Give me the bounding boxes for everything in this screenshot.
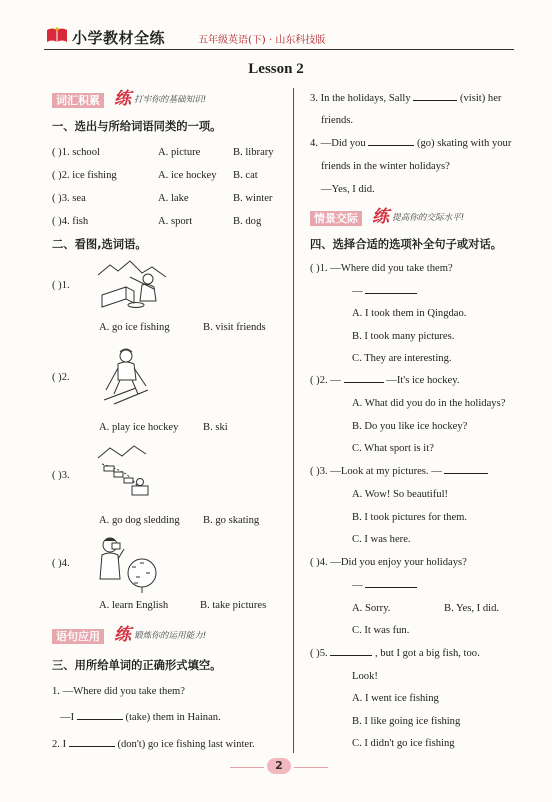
section-3-title: 三、用所给单词的正确形式填空。 [52, 659, 222, 672]
s2-q3-stem: ( )3. [52, 470, 70, 481]
s4-q5 [310, 648, 480, 661]
footer-line-left [230, 767, 264, 768]
s1-q4-a: A. sport [158, 216, 193, 227]
s4-q2 [310, 375, 460, 388]
s2-q3-a: A. go dog sledding [99, 515, 180, 526]
s3-q1-pre: —I [60, 712, 75, 723]
s3-q4 [310, 138, 511, 151]
s4-q3-blank[interactable] [444, 473, 488, 474]
s4-q4-a: A. Sorry. [352, 603, 391, 614]
s1-q2-a: A. ice hockey [158, 170, 217, 181]
s4-q1-b: B. I took many pictures. [352, 331, 455, 342]
s4-q4-b: B. Yes, I did. [444, 603, 500, 614]
grade-tag: 五年级英语(下) · 山东科技版 [198, 35, 326, 46]
s2-q4-a: A. learn English [99, 600, 169, 611]
s4-q5-post: , but I got a big fish, too. [374, 648, 480, 659]
s4-q1-reply [352, 286, 417, 299]
s2-q4-stem: ( )4. [52, 558, 70, 569]
s4-q5-cont: Look! [352, 671, 378, 682]
s3-q4-answer: —Yes, I did. [321, 184, 375, 195]
s3-q1-post: (take) them in Hainan. [125, 712, 221, 723]
s2-q1-a: A. go ice fishing [99, 322, 170, 333]
badge-char: 练 [114, 89, 131, 109]
s4-q4-blank[interactable] [365, 587, 417, 588]
s3-q4-pre: 4. —Did you [310, 138, 366, 149]
s3-q2-post: (don't) go ice fishing last winter. [117, 739, 255, 750]
s1-q3-a: A. lake [158, 193, 189, 204]
s3-q3-blank[interactable] [413, 100, 457, 101]
badge-motto: 提高你的交际水平! [392, 213, 465, 223]
brand-title: 小学教材全练 [72, 29, 166, 47]
s4-q3-a: A. Wow! So beautiful! [352, 489, 449, 500]
s1-q4-stem: ( )4. fish [52, 216, 89, 227]
s2-q2-b: B. ski [203, 422, 228, 433]
badge-char: 练 [114, 625, 131, 645]
badge-char: 练 [372, 207, 389, 227]
s1-q1-b: B. library [233, 147, 274, 158]
s4-q5-blank[interactable] [330, 655, 372, 656]
s4-q1-c: C. They are interesting. [352, 353, 452, 364]
s1-q2-stem: ( )2. ice fishing [52, 170, 117, 181]
s1-q3-b: B. winter [233, 193, 273, 204]
s2-q2-a: A. play ice hockey [99, 422, 179, 433]
s4-q2-a: A. What did you do in the holidays? [352, 398, 506, 409]
s4-q1: ( )1. —Where did you take them? [310, 263, 453, 274]
s4-q4: ( )4. —Did you enjoy your holidays? [310, 557, 467, 568]
s2-q2-stem: ( )2. [52, 372, 70, 383]
s4-q5-pre: ( )5. [310, 648, 328, 659]
s1-q2-b: B. cat [233, 170, 258, 181]
s4-q2-post: —It's ice hockey. [386, 375, 460, 386]
s1-q1-a: A. picture [158, 147, 201, 158]
s4-q3-pre: ( )3. —Look at my pictures. — [310, 466, 442, 477]
s4-q2-pre: ( )2. — [310, 375, 341, 386]
s4-q3-c: C. I was here. [352, 534, 411, 545]
s2-q3-b: B. go skating [203, 515, 260, 526]
s3-q2-pre: 2. I [52, 739, 67, 750]
s4-q1-dash: — [352, 286, 363, 297]
s1-q3-stem: ( )3. sea [52, 193, 86, 204]
s4-q5-a: A. I went ice fishing [352, 693, 439, 704]
badge-motto: 锻炼你的运用能力! [134, 631, 207, 641]
badge-motto: 打牢你的基础知识! [134, 95, 207, 105]
s3-q4-cont: friends in the winter holidays? [321, 161, 450, 172]
s4-q5-c: C. I didn't go ice fishing [352, 738, 455, 749]
s4-q2-b: B. Do you like ice hockey? [352, 421, 468, 432]
badge-label: 词汇积累 [52, 93, 104, 108]
s4-q5-b: B. I like going ice fishing [352, 716, 461, 727]
s4-q2-c: C. What sport is it? [352, 443, 434, 454]
s4-q1-blank[interactable] [365, 293, 417, 294]
page-number: 2 [267, 758, 291, 774]
s3-q4-post: (go) skating with your [416, 138, 512, 149]
s3-q1-question: 1. —Where did you take them? [52, 686, 185, 697]
section-4-title: 四、选择合适的选项补全句子或对话。 [310, 238, 503, 251]
s3-q3-pre: 3. In the holidays, Sally [310, 93, 411, 104]
s4-q3-b: B. I took pictures for them. [352, 512, 468, 523]
s4-q1-a: A. I took them in Qingdao. [352, 308, 467, 319]
badge-label: 语句应用 [52, 629, 104, 644]
s4-q3 [310, 466, 488, 479]
s4-q4-c: C. It was fun. [352, 625, 410, 636]
s2-q1-b: B. visit friends [203, 322, 266, 333]
s2-q1-stem: ( )1. [52, 280, 70, 291]
footer-line-right [294, 767, 328, 768]
section-2-title: 二、看图,选词语。 [52, 238, 147, 251]
lesson-title: Lesson 2 [248, 61, 304, 77]
s1-q1-stem: ( )1. school [52, 147, 100, 158]
badge-label: 情景交际 [310, 211, 362, 226]
s2-q4-b: B. take pictures [200, 600, 267, 611]
s3-q4-blank[interactable] [368, 145, 414, 146]
s3-q3-post: (visit) her [459, 93, 502, 104]
s3-q3-cont: friends. [321, 115, 354, 126]
s4-q4-reply [352, 580, 417, 593]
s3-q3 [310, 93, 501, 106]
s4-q2-blank[interactable] [344, 382, 384, 383]
s4-q4-dash: — [352, 580, 363, 591]
s1-q4-b: B. dog [233, 216, 262, 227]
section-1-title: 一、选出与所给词语同类的一项。 [52, 120, 222, 133]
